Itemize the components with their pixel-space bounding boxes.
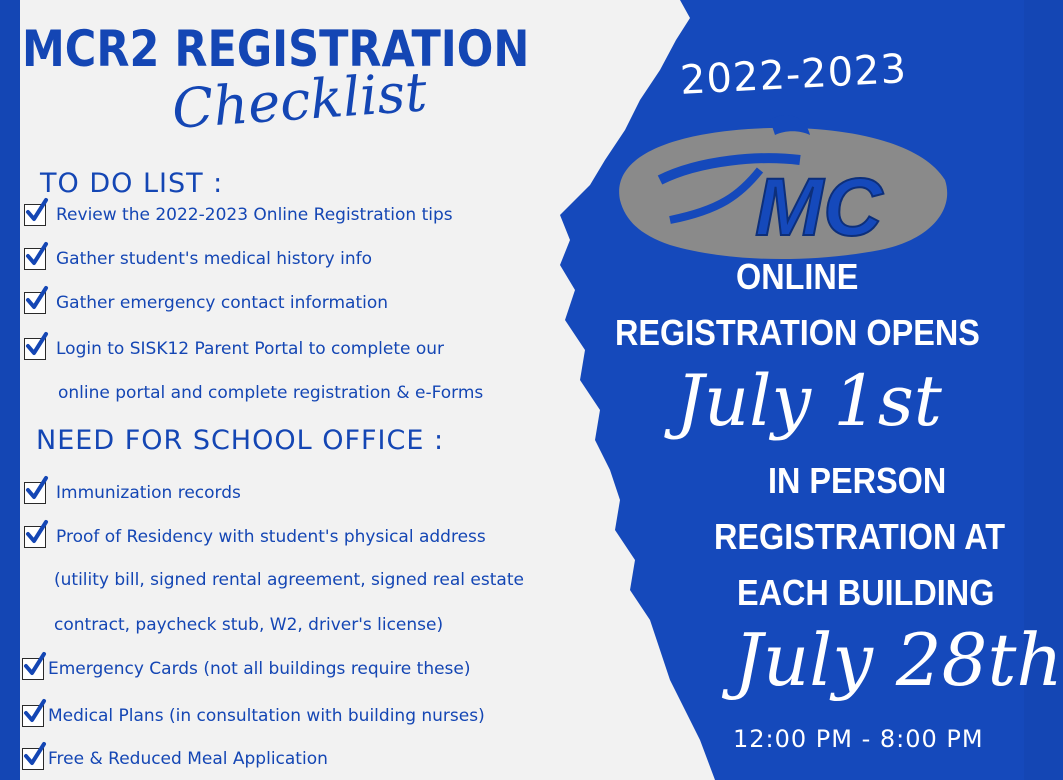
list-item-label: Gather emergency contact information — [56, 293, 389, 313]
list-item — [24, 204, 453, 226]
list-item-label: Medical Plans (in consultation with building nurses) — [48, 706, 485, 726]
checkmark-icon — [24, 526, 46, 548]
list-item-label: Gather student's medical history info — [56, 249, 372, 269]
list-item-label: Free & Reduced Meal Application — [48, 749, 328, 769]
inperson-date: July 28th — [734, 618, 1063, 702]
checkmark-icon — [24, 204, 46, 226]
list-item — [22, 658, 471, 680]
page-subtitle: Checklist — [170, 60, 429, 141]
list-item-label: Proof of Residency with student's physical address — [56, 527, 486, 547]
checkmark-icon — [22, 705, 44, 727]
registration-opens-heading: REGISTRATION OPENS — [615, 312, 980, 353]
inperson-time: 12:00 PM - 8:00 PM — [733, 725, 984, 753]
todo-heading: TO DO LIST : — [40, 168, 224, 199]
list-item-label: Immunization records — [56, 483, 241, 503]
list-item — [24, 526, 486, 548]
list-item-label: Login to SISK12 Parent Portal to complete our — [56, 339, 445, 359]
checkmark-icon — [24, 248, 46, 270]
list-item — [24, 482, 241, 504]
registration-at-heading: REGISTRATION AT — [714, 516, 1005, 557]
office-heading: NEED FOR SCHOOL OFFICE : — [36, 425, 445, 456]
list-item — [24, 338, 444, 360]
list-item — [24, 248, 372, 270]
checkmark-icon — [24, 338, 46, 360]
school-year: 2022-2023 — [678, 46, 909, 104]
list-item-label: Emergency Cards (not all buildings require these) — [48, 659, 471, 679]
list-item — [22, 748, 328, 770]
online-heading: ONLINE — [736, 256, 859, 297]
list-item-continuation: contract, paycheck stub, W2, driver's license) — [54, 615, 444, 635]
page-title: MCR2 REGISTRATION — [22, 20, 530, 78]
inperson-heading: IN PERSON — [768, 460, 947, 501]
list-item-continuation: (utility bill, signed rental agreement, signed real estate — [54, 570, 524, 590]
list-item-label: Review the 2022-2023 Online Registration tips — [56, 205, 453, 225]
checkmark-icon — [24, 292, 46, 314]
mc-panther-logo-icon — [600, 100, 960, 270]
online-date: July 1st — [676, 360, 942, 442]
list-item — [24, 292, 388, 314]
checkmark-icon — [22, 748, 44, 770]
checkmark-icon — [22, 658, 44, 680]
checkmark-icon — [24, 482, 46, 504]
list-item-continuation: online portal and complete registration & e-Forms — [58, 383, 484, 403]
logo-text: MC — [755, 162, 883, 253]
left-blue-strip — [0, 0, 20, 780]
list-item — [22, 705, 485, 727]
each-building-heading: EACH BUILDING — [737, 572, 995, 613]
